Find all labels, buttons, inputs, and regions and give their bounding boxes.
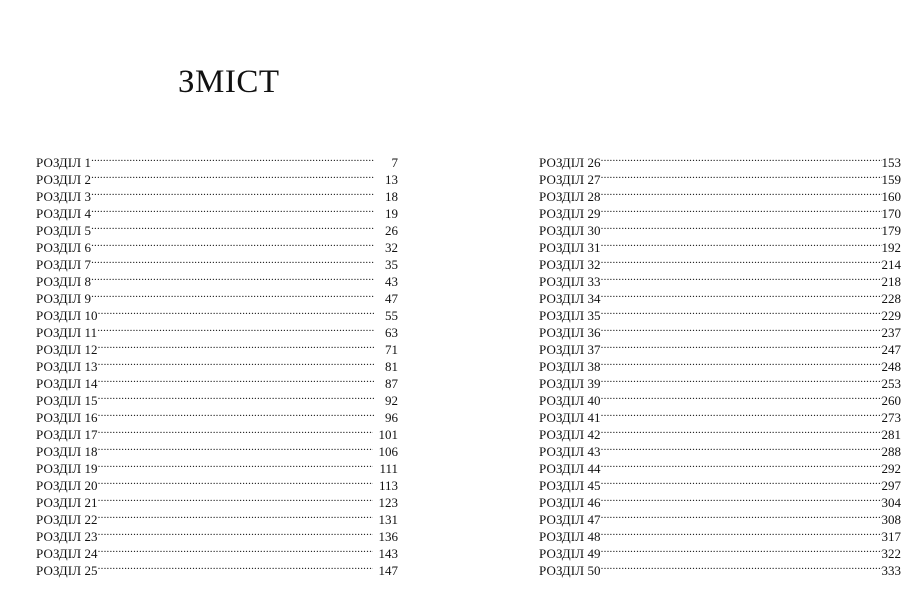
toc-entry-label: РОЗДІЛ 7 <box>36 257 92 272</box>
toc-dot-leader <box>601 490 882 507</box>
toc-entry-page-number: 160 <box>881 189 901 204</box>
toc-entry-label: РОЗДІЛ 49 <box>539 546 601 561</box>
toc-dot-leader <box>98 388 374 405</box>
toc-dot-leader <box>98 490 373 507</box>
toc-dot-leader <box>91 252 374 269</box>
toc-entry-page-number: 43 <box>385 274 398 289</box>
toc-entry-label: РОЗДІЛ 20 <box>36 478 98 493</box>
toc-dot-leader <box>601 286 882 303</box>
toc-dot-leader <box>601 541 882 558</box>
toc-dot-leader <box>91 235 374 252</box>
toc-entry-label: РОЗДІЛ 39 <box>539 376 601 391</box>
toc-entry-page-number: 247 <box>881 342 901 357</box>
toc-entry-label: РОЗДІЛ 35 <box>539 308 601 323</box>
toc-entry-label: РОЗДІЛ 10 <box>36 308 98 323</box>
toc-entry-page-number: 18 <box>385 189 398 204</box>
toc-entry-label: РОЗДІЛ 28 <box>539 189 601 204</box>
toc-entry-label: РОЗДІЛ 31 <box>539 240 601 255</box>
toc-dot-leader <box>601 184 882 201</box>
toc-dot-leader <box>91 167 374 184</box>
toc-entry-page-number: 136 <box>378 529 398 544</box>
toc-dot-leader <box>91 286 374 303</box>
toc-left-column <box>36 150 398 578</box>
toc-entry-page-number: 218 <box>881 274 901 289</box>
toc-entry-page-number: 229 <box>881 308 901 323</box>
toc-dot-leader <box>601 405 882 422</box>
toc-entry-page-number: 55 <box>385 308 398 323</box>
toc-entry-page-number: 63 <box>385 325 398 340</box>
toc-dot-leader <box>601 150 882 167</box>
toc-dot-leader <box>91 218 374 235</box>
toc-dot-leader <box>601 422 882 439</box>
toc-entry-page-number: 7 <box>391 155 398 170</box>
toc-entry-label: РОЗДІЛ 41 <box>539 410 601 425</box>
toc-entry-label: РОЗДІЛ 22 <box>36 512 98 527</box>
toc-dot-leader <box>601 473 882 490</box>
toc-entry-label: РОЗДІЛ 50 <box>539 563 601 578</box>
toc-dot-leader <box>98 524 373 541</box>
toc-entry-label: РОЗДІЛ 30 <box>539 223 601 238</box>
toc-entry-page-number: 170 <box>881 206 901 221</box>
toc-dot-leader <box>601 371 882 388</box>
toc-entry-page-number: 101 <box>378 427 398 442</box>
toc-entry-label: РОЗДІЛ 27 <box>539 172 601 187</box>
toc-dot-leader <box>601 320 882 337</box>
toc-entry-label: РОЗДІЛ 42 <box>539 427 601 442</box>
toc-dot-leader <box>98 337 374 354</box>
toc-entry[interactable] <box>36 167 398 187</box>
toc-entry-page-number: 35 <box>385 257 398 272</box>
toc-dot-leader <box>98 507 373 524</box>
toc-dot-leader <box>98 405 374 422</box>
toc-entry[interactable] <box>36 269 398 289</box>
toc-entry-label: РОЗДІЛ 21 <box>36 495 98 510</box>
toc-entry-label: РОЗДІЛ 26 <box>539 155 601 170</box>
toc-dot-leader <box>601 524 882 541</box>
toc-entry-label: РОЗДІЛ 19 <box>36 461 98 476</box>
toc-entry[interactable] <box>36 150 398 170</box>
toc-dot-leader <box>97 320 374 337</box>
toc-entry-page-number: 26 <box>385 223 398 238</box>
toc-entry-label: РОЗДІЛ 48 <box>539 529 601 544</box>
toc-entry-label: РОЗДІЛ 46 <box>539 495 601 510</box>
toc-entry[interactable] <box>36 252 398 272</box>
toc-entry-label: РОЗДІЛ 38 <box>539 359 601 374</box>
toc-entry-page-number: 111 <box>379 461 398 476</box>
toc-entry-label: РОЗДІЛ 17 <box>36 427 98 442</box>
toc-entry-label: РОЗДІЛ 4 <box>36 206 92 221</box>
toc-entry-label: РОЗДІЛ 12 <box>36 342 98 357</box>
toc-entry-page-number: 304 <box>881 495 901 510</box>
toc-entry-page-number: 253 <box>881 376 901 391</box>
toc-entry-page-number: 297 <box>881 478 901 493</box>
toc-dot-leader <box>98 558 373 575</box>
toc-entry-page-number: 87 <box>385 376 398 391</box>
toc-entry-label: РОЗДІЛ 34 <box>539 291 601 306</box>
toc-dot-leader <box>91 184 374 201</box>
toc-entry-page-number: 159 <box>881 172 901 187</box>
toc-dot-leader <box>98 354 374 371</box>
toc-entry-label: РОЗДІЛ 25 <box>36 563 98 578</box>
toc-entry-label: РОЗДІЛ 8 <box>36 274 92 289</box>
toc-dot-leader <box>601 388 882 405</box>
toc-dot-leader <box>91 150 374 167</box>
toc-entry-page-number: 260 <box>881 393 901 408</box>
toc-entry-label: РОЗДІЛ 6 <box>36 240 92 255</box>
toc-entry-label: РОЗДІЛ 14 <box>36 376 98 391</box>
toc-entry-page-number: 288 <box>881 444 901 459</box>
toc-dot-leader <box>601 439 882 456</box>
toc-entry-label: РОЗДІЛ 24 <box>36 546 98 561</box>
page-title: ЗМІСТ <box>178 64 280 100</box>
toc-entry-label: РОЗДІЛ 1 <box>36 155 92 170</box>
toc-dot-leader <box>601 252 882 269</box>
toc-dot-leader <box>98 422 373 439</box>
toc-dot-leader <box>601 456 882 473</box>
toc-entry-label: РОЗДІЛ 44 <box>539 461 601 476</box>
toc-entry-page-number: 123 <box>378 495 398 510</box>
toc-entry-page-number: 147 <box>378 563 398 578</box>
toc-entry-page-number: 192 <box>881 240 901 255</box>
toc-entry-page-number: 143 <box>378 546 398 561</box>
toc-entry-label: РОЗДІЛ 40 <box>539 393 601 408</box>
toc-entry-page-number: 131 <box>378 512 398 527</box>
toc-entry-label: РОЗДІЛ 47 <box>539 512 601 527</box>
toc-dot-leader <box>98 541 373 558</box>
toc-entry-label: РОЗДІЛ 23 <box>36 529 98 544</box>
toc-dot-leader <box>98 456 374 473</box>
toc-entry-label: РОЗДІЛ 11 <box>36 325 98 340</box>
toc-entry-page-number: 179 <box>881 223 901 238</box>
toc-entry-label: РОЗДІЛ 18 <box>36 444 98 459</box>
toc-dot-leader <box>601 303 882 320</box>
toc-dot-leader <box>91 201 374 218</box>
toc-dot-leader <box>601 337 882 354</box>
toc-entry-label: РОЗДІЛ 29 <box>539 206 601 221</box>
toc-entry-page-number: 333 <box>881 563 901 578</box>
toc-dot-leader <box>601 167 882 184</box>
toc-entry[interactable] <box>36 201 398 221</box>
toc-entry-label: РОЗДІЛ 9 <box>36 291 92 306</box>
toc-right-column <box>539 150 901 578</box>
toc-dot-leader <box>601 235 882 252</box>
toc-entry-page-number: 308 <box>881 512 901 527</box>
toc-entry-page-number: 113 <box>378 478 398 493</box>
toc-entry-label: РОЗДІЛ 43 <box>539 444 601 459</box>
toc-entry[interactable] <box>539 150 901 170</box>
toc-entry-page-number: 96 <box>385 410 398 425</box>
toc-entry-page-number: 281 <box>881 427 901 442</box>
toc-entry-page-number: 47 <box>385 291 398 306</box>
toc-entry-page-number: 317 <box>881 529 901 544</box>
toc-dot-leader <box>98 303 374 320</box>
toc-entry-label: РОЗДІЛ 37 <box>539 342 601 357</box>
toc-entry-page-number: 81 <box>385 359 398 374</box>
toc-entry-page-number: 322 <box>881 546 901 561</box>
toc-dot-leader <box>98 473 373 490</box>
toc-entry-label: РОЗДІЛ 36 <box>539 325 601 340</box>
toc-entry-page-number: 292 <box>881 461 901 476</box>
toc-entry-label: РОЗДІЛ 3 <box>36 189 92 204</box>
toc-entry[interactable] <box>36 218 398 238</box>
toc-entry-label: РОЗДІЛ 2 <box>36 172 92 187</box>
toc-dot-leader <box>98 439 373 456</box>
toc-entry-page-number: 248 <box>881 359 901 374</box>
toc-entry-label: РОЗДІЛ 15 <box>36 393 98 408</box>
toc-entry-page-number: 13 <box>385 172 398 187</box>
toc-entry-label: РОЗДІЛ 32 <box>539 257 601 272</box>
toc-dot-leader <box>601 201 882 218</box>
toc-entry-page-number: 228 <box>881 291 901 306</box>
toc-dot-leader <box>601 354 882 371</box>
toc-entry-page-number: 273 <box>881 410 901 425</box>
toc-entry-label: РОЗДІЛ 33 <box>539 274 601 289</box>
toc-entry-page-number: 71 <box>385 342 398 357</box>
toc-entry-label: РОЗДІЛ 45 <box>539 478 601 493</box>
toc-entry-page-number: 153 <box>881 155 901 170</box>
toc-dot-leader <box>601 558 882 575</box>
toc-entry-page-number: 32 <box>385 240 398 255</box>
toc-entry-page-number: 106 <box>378 444 398 459</box>
toc-dot-leader <box>601 269 882 286</box>
toc-dot-leader <box>98 371 374 388</box>
toc-entry-label: РОЗДІЛ 13 <box>36 359 98 374</box>
toc-entry[interactable] <box>36 184 398 204</box>
toc-dot-leader <box>601 507 882 524</box>
toc-entry-page-number: 19 <box>385 206 398 221</box>
toc-entry[interactable] <box>36 286 398 306</box>
toc-entry-page-number: 214 <box>881 257 901 272</box>
toc-entry-page-number: 92 <box>385 393 398 408</box>
toc-entry[interactable] <box>36 235 398 255</box>
toc-dot-leader <box>91 269 374 286</box>
toc-entry-page-number: 237 <box>881 325 901 340</box>
toc-dot-leader <box>601 218 882 235</box>
toc-entry-label: РОЗДІЛ 5 <box>36 223 92 238</box>
toc-entry-label: РОЗДІЛ 16 <box>36 410 98 425</box>
